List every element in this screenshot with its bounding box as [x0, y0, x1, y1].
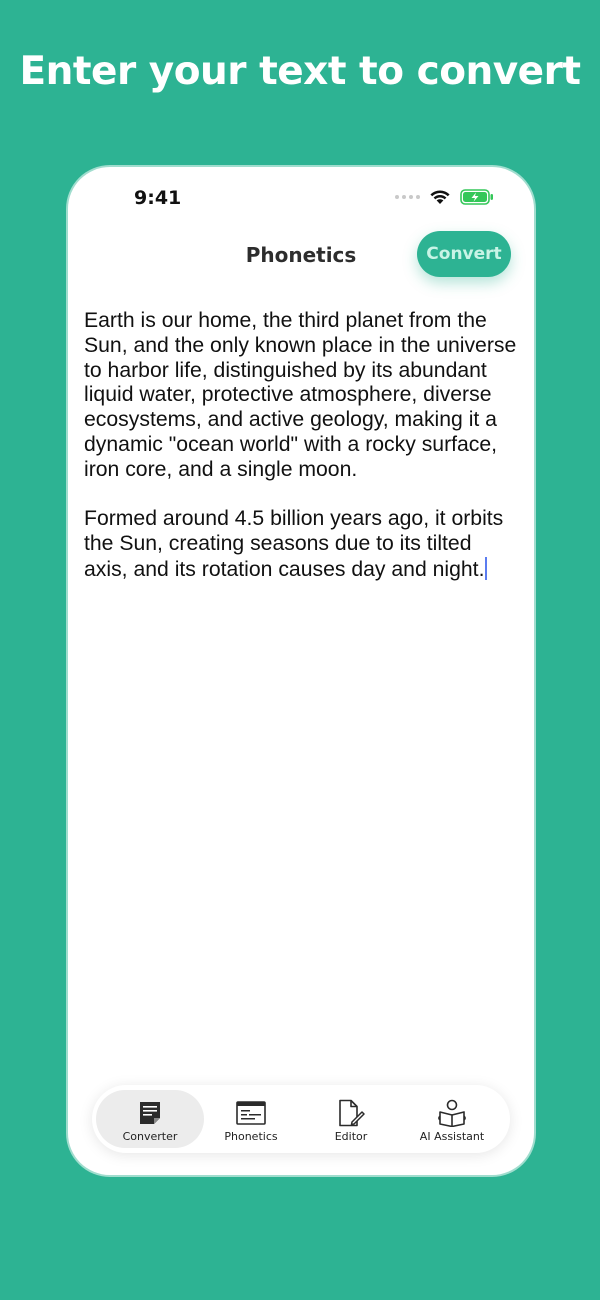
tab-converter[interactable] [96, 1090, 204, 1148]
status-bar [68, 167, 534, 227]
page-title: Phonetics [245, 243, 357, 267]
status-icons [395, 189, 494, 205]
editor-paragraph-text: Formed around 4.5 billion years ago, it orbits the Sun, creating seasons due to its tilted axis, and its rotation causes day and night. [84, 507, 504, 581]
tab-phonetics[interactable] [197, 1090, 305, 1148]
marketing-headline: Enter your text to convert [19, 49, 581, 94]
tab-bar [92, 1085, 510, 1153]
battery-charging-icon [460, 189, 494, 205]
document-pencil-icon [337, 1099, 365, 1127]
text-caret [485, 557, 487, 580]
tab-label: AI Assistant [419, 1130, 485, 1143]
convert-button[interactable]: Convert [417, 231, 511, 277]
tab-ai-assistant[interactable] [398, 1090, 506, 1148]
editor-paragraph [84, 507, 520, 582]
phonetics-window-icon [236, 1099, 266, 1127]
tab-label: Converter [122, 1130, 178, 1143]
status-time: 9:41 [134, 187, 182, 209]
tab-editor[interactable] [297, 1090, 405, 1148]
editor-paragraph: Earth is our home, the third planet from the Sun, and the only known place in the universe to harbor life, distinguished by its abundant liquid water, protective atmosphere, diverse ecosystems, and active geology, making it a dynamic "ocean world" with a rocky surface, iron core, and a single moon. [84, 309, 517, 481]
phone-frame [68, 167, 534, 1175]
tab-label: Editor [334, 1130, 368, 1143]
person-reading-book-icon [437, 1099, 467, 1127]
wifi-icon [429, 189, 451, 205]
document-lines-icon [138, 1099, 162, 1127]
signal-dots-icon [395, 195, 420, 199]
tab-label: Phonetics [224, 1130, 278, 1143]
text-editor[interactable] [84, 309, 520, 608]
